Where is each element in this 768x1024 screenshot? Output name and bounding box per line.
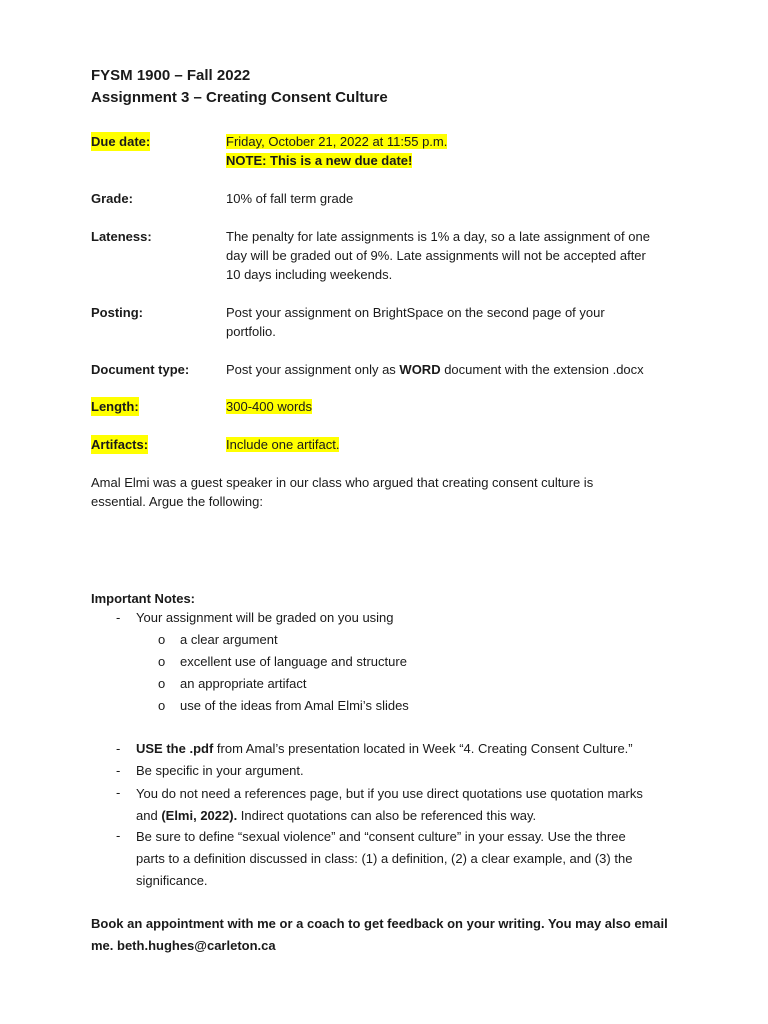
- posting-value: [226, 303, 681, 341]
- dash-bullet-icon: -: [116, 828, 121, 843]
- criteria-text: excellent use of language and structure: [180, 654, 407, 669]
- circle-bullet-icon: o: [158, 632, 166, 647]
- document-type-label: Document type:: [91, 362, 190, 377]
- lateness-line: The penalty for late assignments is 1% a day, so a late assignment of one: [226, 229, 650, 244]
- posting-line: Post your assignment on BrightSpace on the second page of your: [226, 305, 605, 320]
- notes-heading: Important Notes:: [91, 591, 195, 606]
- note-line: and: [136, 808, 162, 823]
- note-text: [136, 739, 696, 758]
- note-text: Your assignment will be graded on you using: [136, 610, 394, 625]
- note-line: parts to a definition discussed in class: (1) a definition, (2) a clear example, and (3) the: [136, 851, 633, 866]
- circle-bullet-icon: o: [158, 654, 166, 669]
- circle-bullet-icon: o: [158, 698, 166, 713]
- document-type-text: document with the extension .docx: [440, 362, 644, 377]
- posting-label: Posting:: [91, 305, 143, 320]
- length-value: 300-400 words: [226, 399, 312, 414]
- length-label: Length:: [91, 399, 139, 414]
- note-text: Be specific in your argument.: [136, 763, 304, 778]
- intro-paragraph: [91, 473, 691, 511]
- dash-bullet-icon: -: [116, 741, 121, 756]
- contact-email: me. beth.hughes@carleton.ca: [91, 938, 276, 953]
- note-emphasis: USE the .pdf: [136, 741, 214, 756]
- criteria-text: an appropriate artifact: [180, 676, 307, 691]
- dash-bullet-icon: -: [116, 785, 121, 800]
- grade-value: 10% of fall term grade: [226, 191, 354, 206]
- course-title: FYSM 1900 – Fall 2022: [91, 67, 251, 84]
- due-date-note: NOTE: This is a new due date!: [226, 153, 413, 168]
- grade-label: Grade:: [91, 191, 133, 206]
- dash-bullet-icon: -: [116, 610, 121, 625]
- intro-line: essential. Argue the following:: [91, 494, 263, 509]
- lateness-label: Lateness:: [91, 229, 152, 244]
- document-type-text: Post your assignment only as: [226, 362, 400, 377]
- assignment-title: Assignment 3 – Creating Consent Culture: [91, 89, 388, 106]
- note-text: [136, 826, 696, 892]
- note-text-rest: from Amal’s presentation located in Week “4. Creating Consent Culture.”: [213, 741, 633, 756]
- note-line: Indirect quotations can also be referenced this way.: [237, 808, 537, 823]
- artifacts-label: Artifacts:: [91, 437, 149, 452]
- lateness-value: [226, 227, 681, 284]
- footer-line: Book an appointment with me or a coach to get feedback on your writing. You may also email: [91, 916, 668, 931]
- posting-line: portfolio.: [226, 324, 276, 339]
- lateness-line: day will be graded out of 9%. Late assignments will not be accepted after: [226, 248, 646, 263]
- note-line: You do not need a references page, but if you use direct quotations use quotation marks: [136, 786, 643, 801]
- artifacts-value: Include one artifact.: [226, 437, 340, 452]
- note-line: significance.: [136, 873, 208, 888]
- criteria-text: use of the ideas from Amal Elmi’s slides: [180, 698, 409, 713]
- footer-paragraph: [91, 913, 691, 957]
- document-type-value: [226, 360, 681, 379]
- note-line: Be sure to define “sexual violence” and “consent culture” in your essay. Use the three: [136, 829, 626, 844]
- circle-bullet-icon: o: [158, 676, 166, 691]
- dash-bullet-icon: -: [116, 763, 121, 778]
- due-date-label: Due date:: [91, 134, 151, 149]
- intro-line: Amal Elmi was a guest speaker in our class who argued that creating consent culture is: [91, 475, 594, 490]
- citation-example: (Elmi, 2022).: [161, 808, 238, 823]
- document-type-format: WORD: [399, 362, 441, 377]
- due-date-value: Friday, October 21, 2022 at 11:55 p.m.: [226, 134, 448, 149]
- lateness-line: 10 days including weekends.: [226, 267, 393, 282]
- criteria-text: a clear argument: [180, 632, 278, 647]
- note-text: [136, 783, 696, 827]
